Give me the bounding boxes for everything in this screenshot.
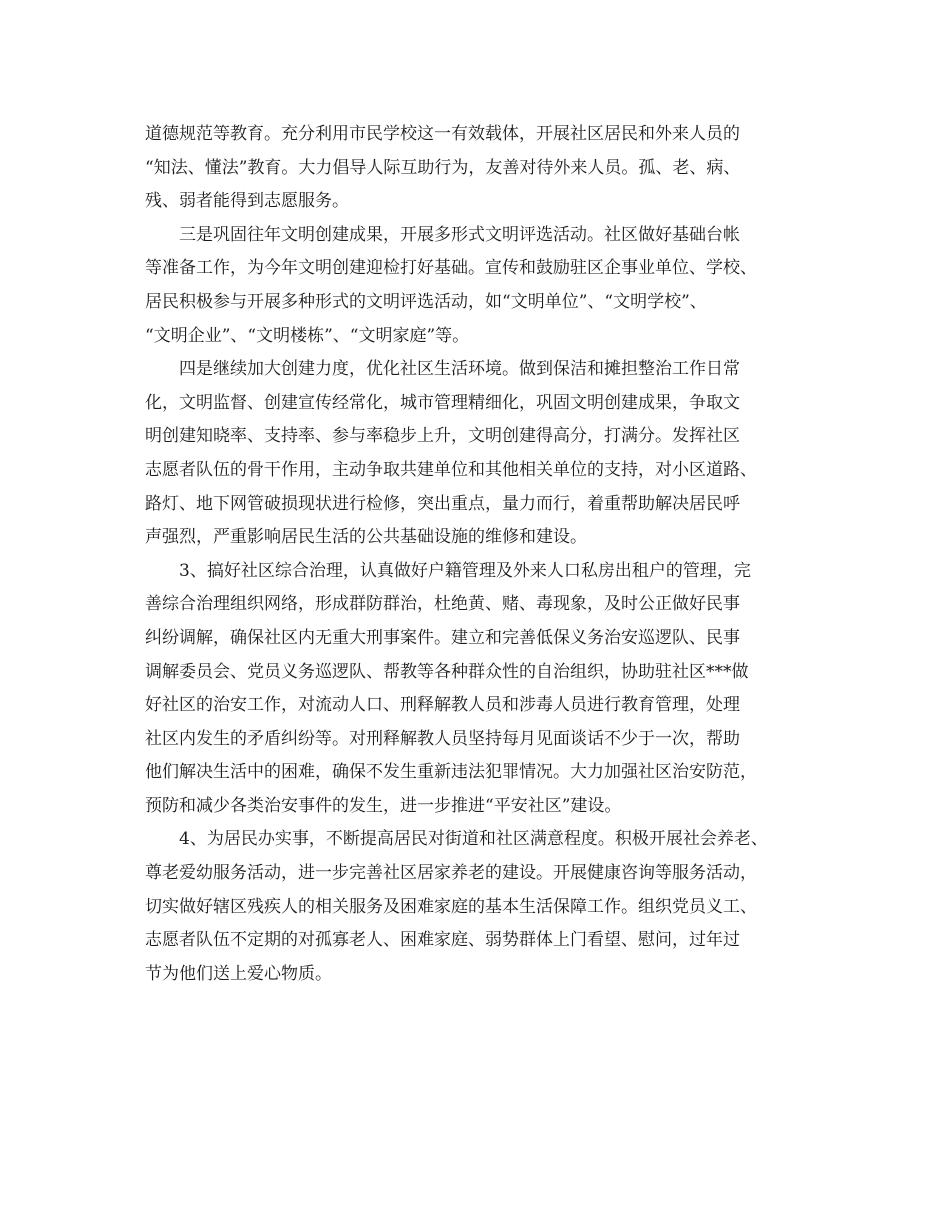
text-line: 节为他们送上爱心物质。 [145,963,332,984]
text-line: 志愿者队伍的骨干作用，主动争取共建单位和其他相关单位的支持，对小区道路、 [145,459,757,480]
text-line: 等准备工作，为今年文明创建迎检打好基础。宣传和鼓励驻区企事业单位、学校、 [145,258,757,279]
text-line: 声强烈，严重影响居民生活的公共基础设施的维修和建设。 [145,527,587,548]
document-body [145,118,810,991]
text-line: 四是继续加大创建力度，优化社区生活环境。做到保洁和摊担整治工作日常 [179,359,740,380]
text-line: “知法、懂法”教育。大力倡导人际互助行为，友善对待外来人员。孤、老、病、 [145,157,741,178]
text-line: 好社区的治安工作，对流动人口、刑释解教人员和涉毒人员进行教育管理，处理 [145,695,740,716]
text-line: 纠纷调解，确保社区内无重大刑事案件。建立和完善低保义务治安巡逻队、民事 [145,627,740,648]
text-line: 社区内发生的矛盾纠纷等。对刑释解教人员坚持每月见面谈话不少于一次，帮助 [145,728,740,749]
text-line: “文明企业”、“文明楼栋”、“文明家庭”等。 [145,325,470,346]
text-line: 残、弱者能得到志愿服务。 [145,191,349,212]
text-line: 4、为居民办实事，不断提高居民对街道和社区满意程度。积极开展社会养老、 [179,829,768,850]
text-line: 志愿者队伍不定期的对孤寡老人、困难家庭、弱势群体上门看望、慰问，过年过 [145,930,740,951]
text-line: 预防和减少各类治安事件的发生，进一步推进“平安社区”建设。 [145,795,622,816]
text-line: 明创建知晓率、支持率、参与率稳步上升，文明创建得高分，打满分。发挥社区 [145,426,740,447]
text-line: 调解委员会、党员义务巡逻队、帮教等各种群众性的自治组织，协助驻社区***做 [145,661,749,682]
text-line: 尊老爱幼服务活动，进一步完善社区居家养老的建设。开展健康咨询等服务活动， [145,863,757,884]
text-line: 善综合治理组织网络，形成群防群治，杜绝黄、赌、毒现象，及时公正做好民事 [145,594,740,615]
text-line: 他们解决生活中的困难，确保不发生重新违法犯罪情况。大力加强社区治安防范， [145,762,757,783]
text-line: 3、搞好社区综合治理，认真做好户籍管理及外来人口私房出租户的管理，完 [179,560,751,581]
text-line: 路灯、地下网管破损现状进行检修，突出重点，量力而行，着重帮助解决居民呼 [145,493,740,514]
text-line: 居民积极参与开展多种形式的文明评选活动，如“文明单位”、“文明学校”、 [145,291,707,312]
text-line: 切实做好辖区残疾人的相关服务及困难家庭的基本生活保障工作。组织党员义工、 [145,896,757,917]
text-line: 三是巩固往年文明创建成果，开展多形式文明评选活动。社区做好基础台帐 [179,224,740,245]
text-line: 道德规范等教育。充分利用市民学校这一有效载体，开展社区居民和外来人员的 [145,124,740,144]
text-line: 化，文明监督、创建宣传经常化，城市管理精细化，巩固文明创建成果，争取文 [145,392,740,413]
